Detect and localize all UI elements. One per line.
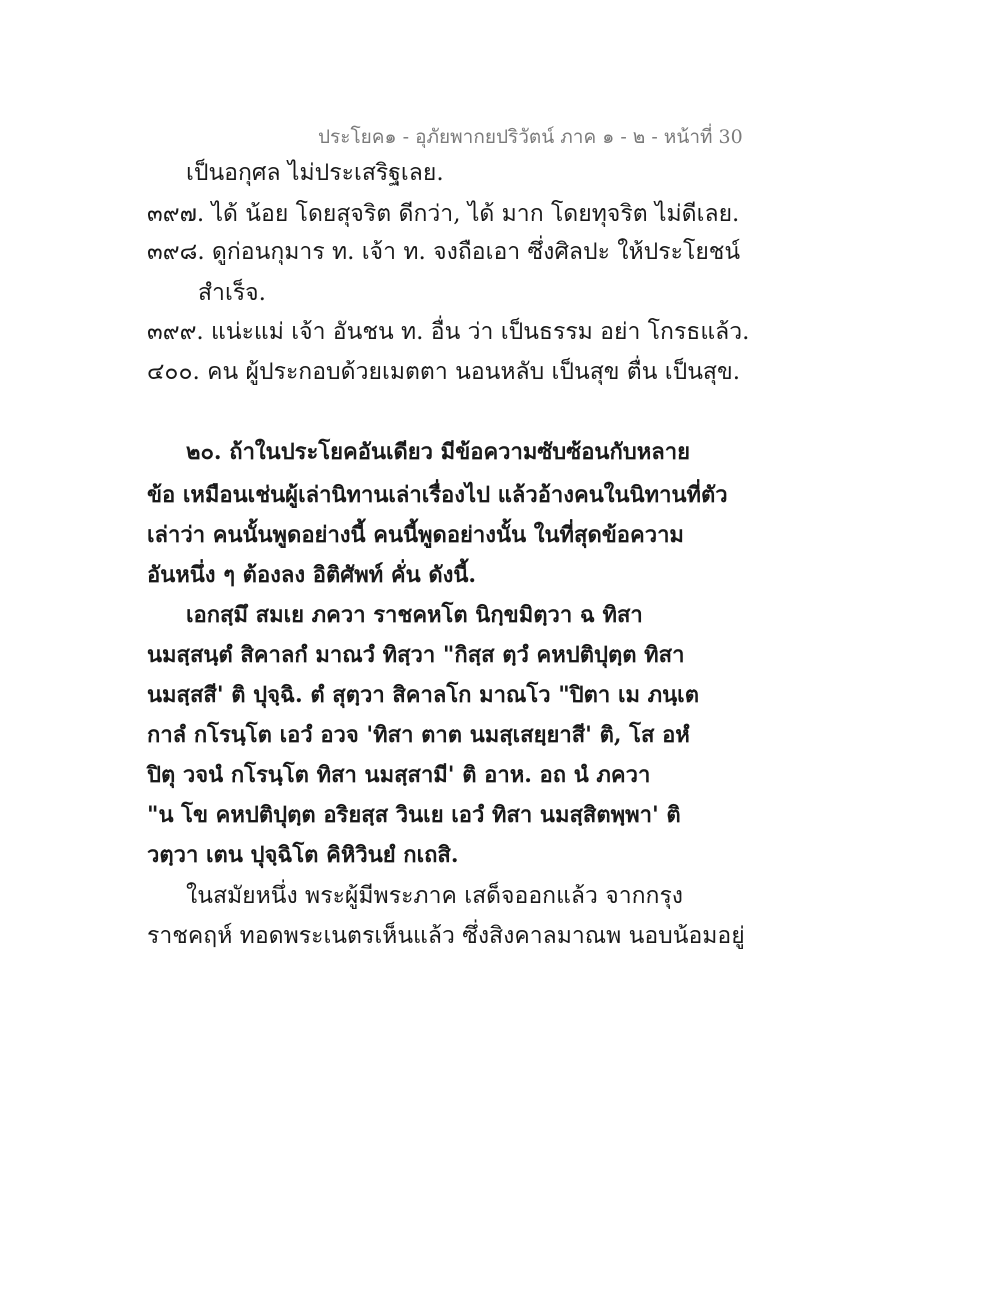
pali-line-7: วตฺวา เตน ปุจฺฉิโต คิหิวินยํ กเถสิ. bbox=[147, 842, 459, 868]
pali-line-2: นมสฺสนฺตํ สิคาลกํ มาณวํ ทิสฺวา "กิสฺส ตฺวํ คหปติปุตฺต ทิสา bbox=[147, 642, 685, 668]
pali-line-1: เอกสฺมึ สมเย ภควา ราชคหโต นิกฺขมิตฺวา ฉ ทิสา bbox=[186, 602, 643, 628]
pali-line-5: ปิตุ วจนํ กโรนฺโต ทิสา นมสฺสามี' ติ อาห. อถ นํ ภควา bbox=[147, 762, 651, 788]
pali-line-3: นมสฺสสี' ติ ปุจฺฉิ. ตํ สุตฺวา สิคาลโก มาณโว "ปิตา เม ภนฺเต bbox=[147, 682, 699, 708]
pali-line-6: "น โข คหปติปุตฺต อริยสฺส วินเย เอวํ ทิสา นมสฺสิตพฺพา' ติ bbox=[147, 802, 681, 828]
rule-20-line-4: อันหนึ่ง ๆ ต้องลง อิติศัพท์ คั่น ดังนี้. bbox=[147, 562, 477, 588]
running-header: ประโยค๑ - อุภัยพากยปริวัตน์ ภาค ๑ - ๒ - หน้าที่ 30 bbox=[318, 126, 743, 148]
list-item-399: ๓๙๙. แน่ะแม่ เจ้า อันชน ท. อื่น ว่า เป็นธรรม อย่า โกรธแล้ว. bbox=[147, 319, 750, 345]
list-item-398: ๓๙๘. ดูก่อนกุมาร ท. เจ้า ท. จงถือเอา ซึ่งศิลปะ ให้ประโยชน์ bbox=[147, 239, 741, 265]
translation-line-1: ในสมัยหนึ่ง พระผู้มีพระภาค เสด็จออกแล้ว จากกรุง bbox=[186, 883, 684, 909]
list-item-397: ๓๙๗. ได้ น้อย โดยสุจริต ดีกว่า, ได้ มาก โดยทุจริต ไม่ดีเลย. bbox=[147, 201, 740, 227]
rule-20-line-1: ๒๐. ถ้าในประโยคอันเดียว มีข้อความซับซ้อนกับหลาย bbox=[186, 439, 690, 465]
translation-line-2: ราชคฤห์ ทอดพระเนตรเห็นแล้ว ซึ่งสิงคาลมาณพ นอบน้อมอยู่ bbox=[147, 923, 745, 949]
rule-20-line-3: เล่าว่า คนนั้นพูดอย่างนี้ คนนี้พูดอย่างนั้น ในที่สุดข้อความ bbox=[147, 522, 684, 548]
list-line-continuation: เป็นอกุศล ไม่ประเสริฐเลย. bbox=[186, 160, 444, 186]
list-item-398-continuation: สำเร็จ. bbox=[198, 280, 266, 306]
rule-20-line-2: ข้อ เหมือนเช่นผู้เล่านิทานเล่าเรื่องไป แล้วอ้างคนในนิทานที่ตัว bbox=[147, 482, 728, 508]
pali-line-4: กาลํ กโรนฺโต เอวํ อวจ 'ทิสา ตาต นมสฺเสยฺยาสี' ติ, โส อหํ bbox=[147, 722, 690, 748]
list-item-400: ๔๐๐. คน ผู้ประกอบด้วยเมตตา นอนหลับ เป็นสุข ตื่น เป็นสุข. bbox=[147, 359, 741, 385]
